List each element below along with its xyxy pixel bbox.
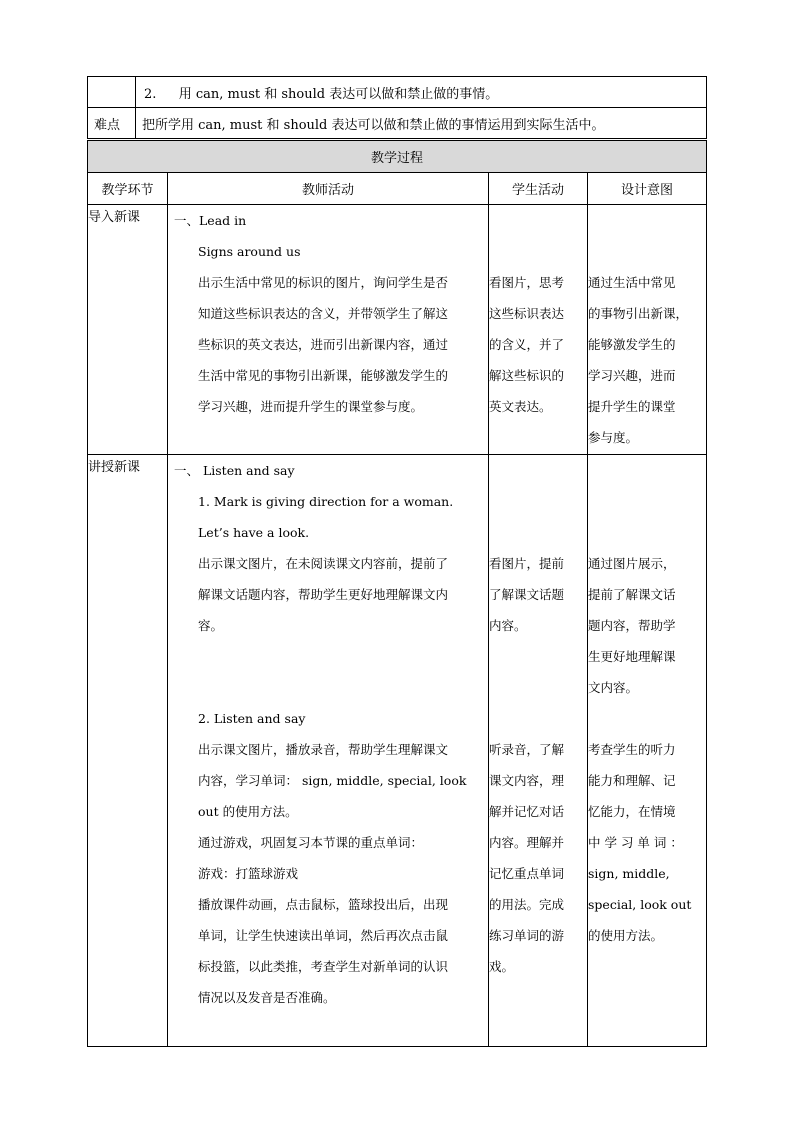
column-header-student: 学生活动 [489,173,588,205]
text-line: 题内容，帮助学 [588,618,676,633]
teacher-activity [168,455,489,1047]
objectives-table [87,76,707,139]
difficulty-text: 把所学用 can, must 和 should 表达可以做和禁止做的事情运用到实际生活中。 [136,108,707,139]
text-line: 学习兴趣，进而提升学生的课堂参与度。 [198,399,424,414]
text-line: 的含义，并了 [489,337,565,352]
text-line: 游戏：打篮球游戏 [198,866,299,881]
text-line: 参与度。 [588,430,639,445]
text-line: 课文内容，理 [489,773,565,788]
student-activity [489,205,588,455]
text-line: Let’s have a look. [198,525,310,540]
text-line: 出示生活中常见的标识的图片，询问学生是否 [198,275,449,290]
text-line: 生更好地理解课 [588,649,676,664]
text-line: 提升学生的课堂 [588,399,676,414]
text-line: 解这些标识的 [489,368,565,383]
text-line: Signs around us [198,244,301,259]
text-line: 一、Lead in [174,213,247,228]
text-line: 标投篮，以此类推，考查学生对新单词的认识 [198,959,449,974]
text-line: 忆能力，在情境 [588,804,676,819]
text-line: 的用法。完成 [489,897,565,912]
objective-blank-cell [88,77,136,108]
difficulty-row [88,108,707,139]
column-header-teacher: 教师活动 [168,173,489,205]
design-intent [588,205,707,455]
text-line: 情况以及发音是否准确。 [198,990,336,1005]
text-line: 通过游戏，巩固复习本节课的重点单词： [198,835,424,850]
text-line: out 的使用方法。 [198,804,298,819]
text-line: 一、 Listen and say [174,463,295,478]
text-line: 能力和理解、记 [588,773,676,788]
text-line: 能够激发学生的 [588,337,676,352]
text-line: 提前了解课文话 [588,587,676,602]
text-line: 听录音，了解 [489,742,565,757]
column-header-stage: 教学环节 [88,173,168,205]
text-line: 文内容。 [588,680,639,695]
stage-label: 讲授新课 [88,455,168,1047]
objective-item-2-num: 2. [144,86,157,102]
text-line: 生活中常见的事物引出新课，能够激发学生的 [198,368,449,383]
text-line: 知道这些标识表达的含义，并带领学生了解这 [198,306,449,321]
text-line: 戏。 [489,959,515,974]
text-line: 通过图片展示， [588,556,676,571]
new-lesson-row [88,455,707,1047]
stage-label: 导入新课 [88,205,168,455]
design-intent [588,455,707,1047]
text-line: 些标识的英文表达，进而引出新课内容，通过 [198,337,449,352]
text-line: 单词，让学生快速读出单词，然后再次点击鼠 [198,928,449,943]
text-line: 播放课件动画，点击鼠标，篮球投出后，出现 [198,897,449,912]
text-line: 容。 [198,618,224,633]
text-line: 了解课文话题 [489,587,565,602]
text-line: 出示课文图片，在未阅读课文内容前，提前了 [198,556,449,571]
text-line: 英文表达。 [489,399,552,414]
text-line: 内容，学习单词： sign, middle, special, look [198,773,467,788]
difficulty-label: 难点 [88,108,136,139]
process-title: 教学过程 [88,141,707,173]
text-line: 1. Mark is giving direction for a woman. [198,494,454,509]
text-line: sign, middle, [588,866,670,881]
column-header-intent: 设计意图 [588,173,707,205]
text-line: 的事物引出新课， [588,306,689,321]
text-line: 出示课文图片，播放录音，帮助学生理解课文 [198,742,449,757]
text-line: 看图片，提前 [489,556,565,571]
text-line: 2. Listen and say [198,711,306,726]
text-line: 的使用方法。 [588,928,664,943]
text-line: 通过生活中常见 [588,275,676,290]
text-line: 学习兴趣，进而 [588,368,676,383]
text-line: 考查学生的听力 [588,742,676,757]
column-header-row [88,173,707,205]
text-line: 内容。 [489,618,527,633]
text-line: 这些标识表达 [489,306,565,321]
process-table [87,140,707,1047]
teacher-activity [168,205,489,455]
text-line: 内容。理解并 [489,835,565,850]
text-line: 中 学 习 单 词 ： [588,835,683,850]
lead-in-row [88,205,707,455]
text-line: 记忆重点单词 [489,866,565,881]
text-line: 看图片，思考 [489,275,565,290]
text-line: special, look out [588,897,692,912]
text-line: 练习单词的游 [489,928,565,943]
student-activity [489,455,588,1047]
objective-item-2 [136,77,707,108]
objective-item-2-text: 用 can, must 和 should 表达可以做和禁止做的事情。 [178,86,499,102]
text-line: 解课文话题内容，帮助学生更好地理解课文内 [198,587,449,602]
text-line: 解并记忆对话 [489,804,565,819]
objective-row-2 [88,77,707,108]
